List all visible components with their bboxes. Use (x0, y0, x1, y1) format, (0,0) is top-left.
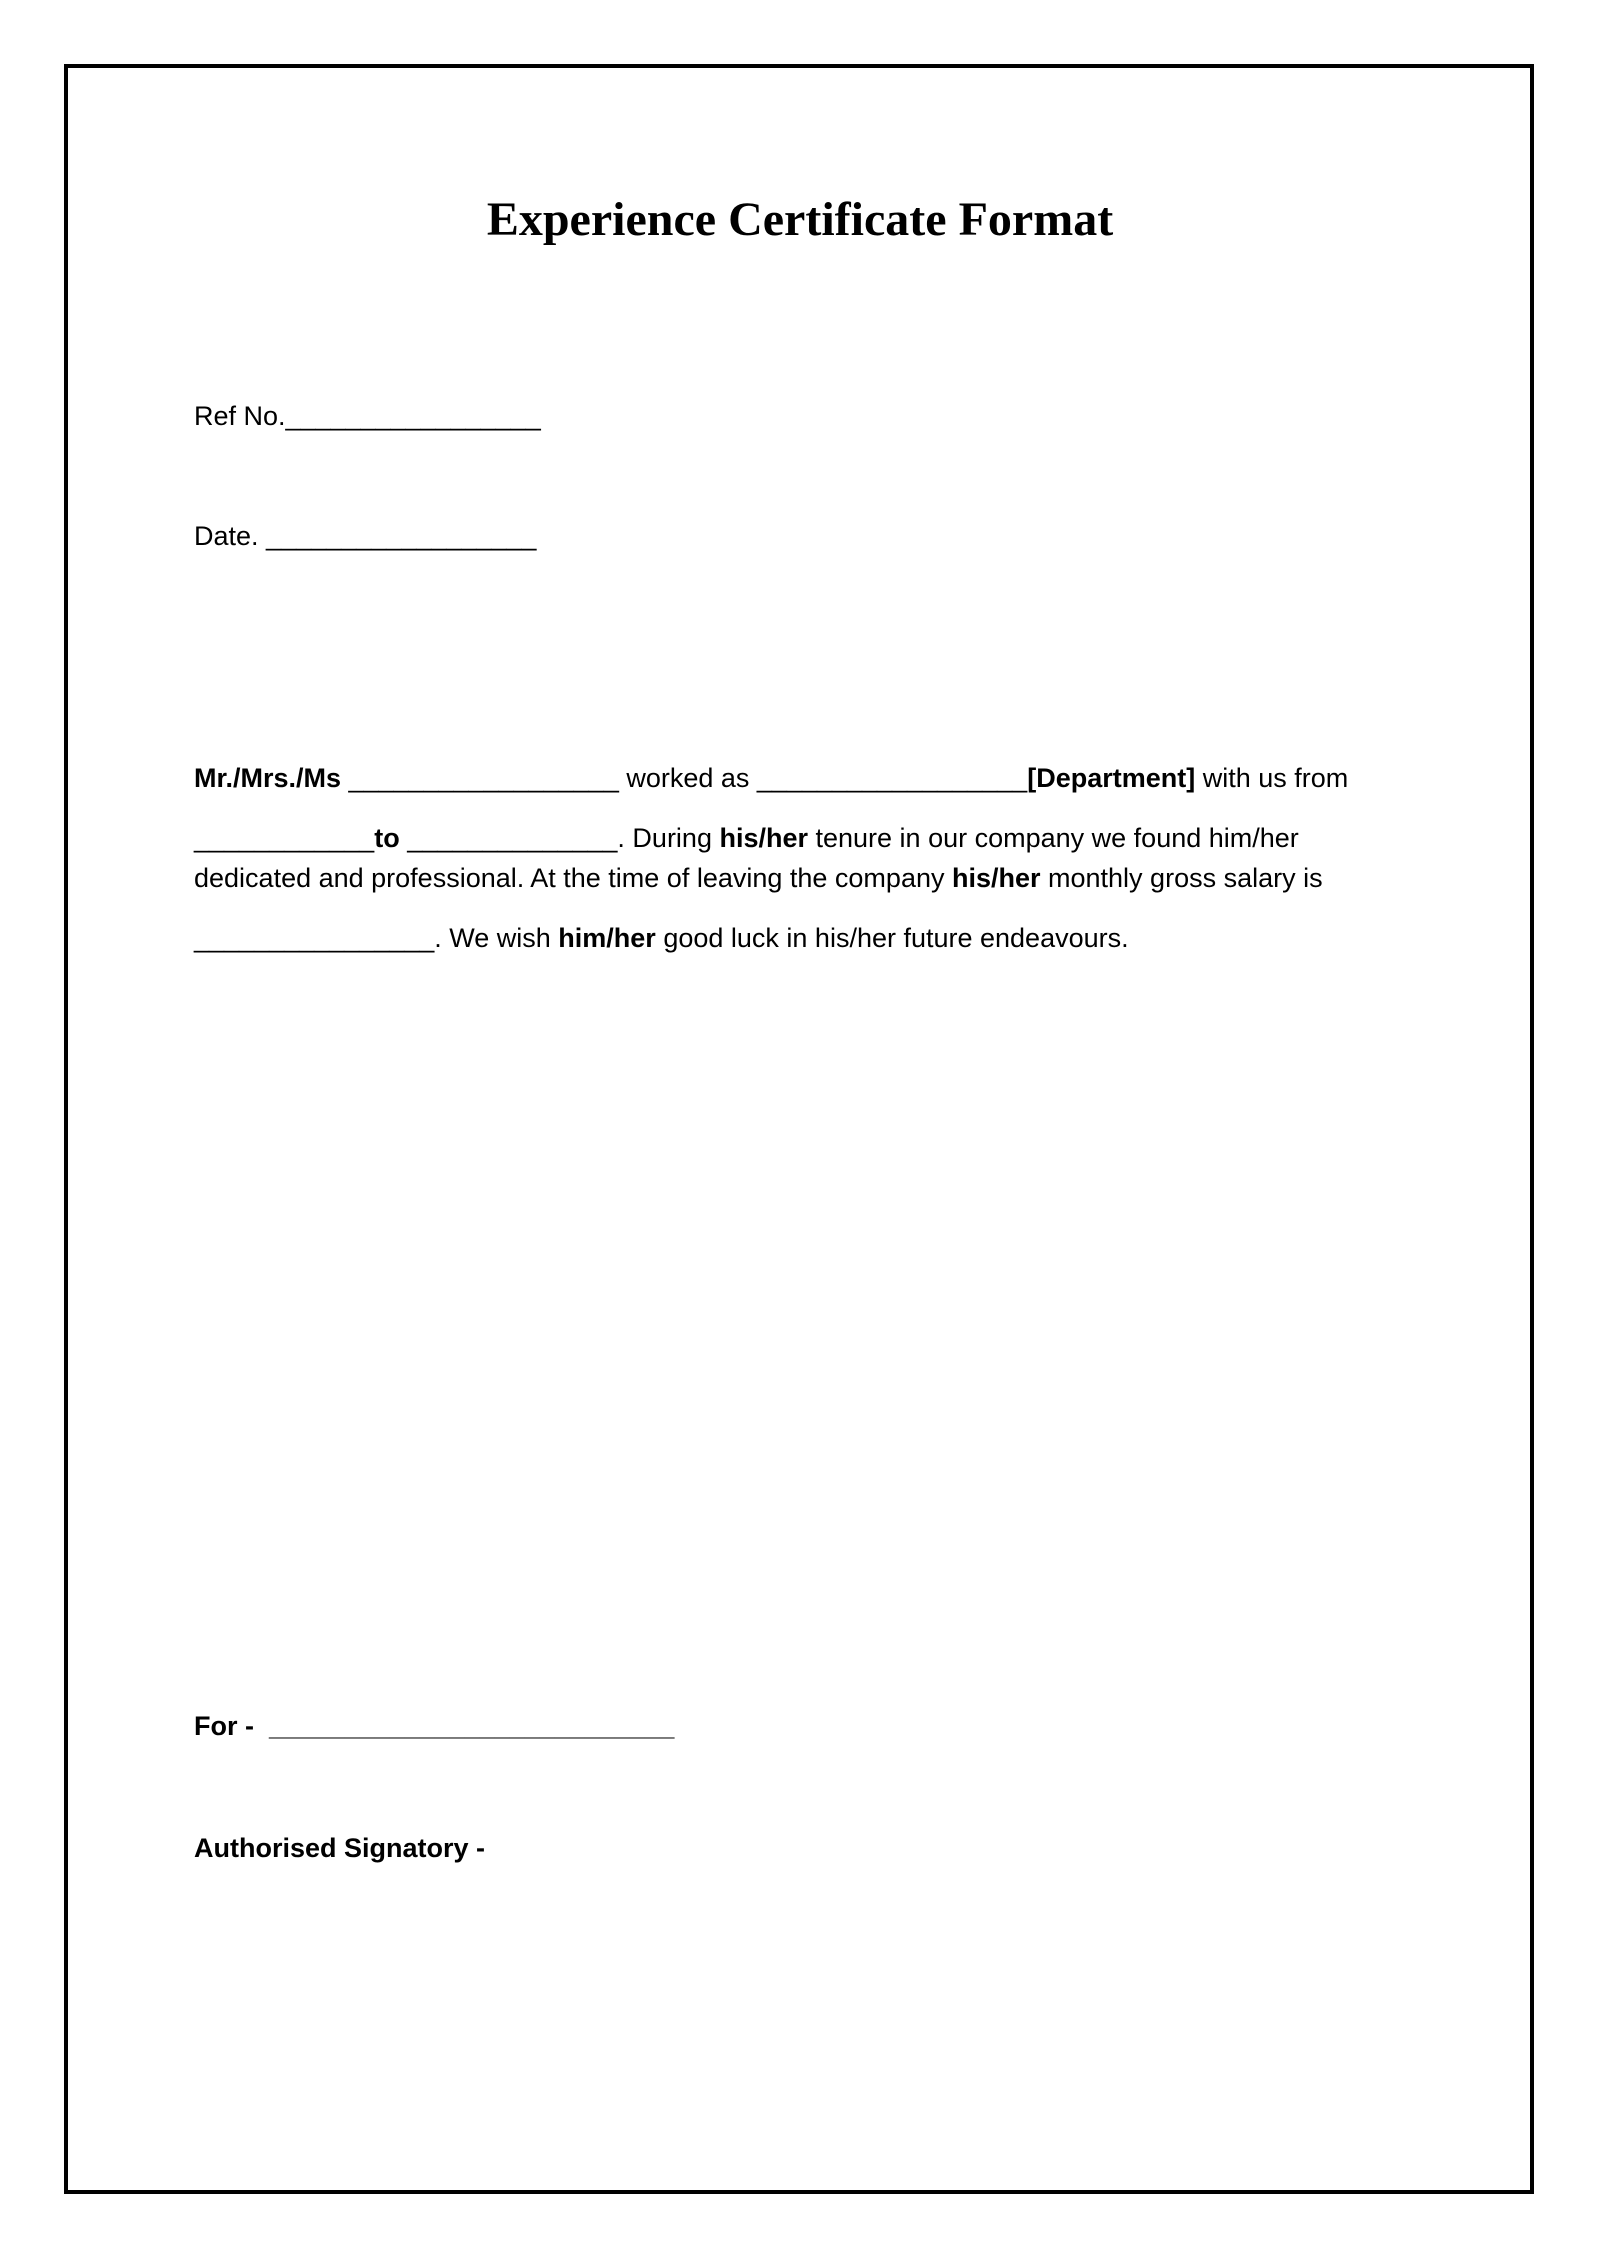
page-border (64, 64, 1534, 2194)
authorised-signatory-label: Authorised Signatory - (194, 1833, 486, 1863)
company-blank: ___________________________ (269, 1711, 675, 1741)
body-text: tenure in our company we found him/her (808, 823, 1299, 853)
body-line-4 (194, 920, 1129, 956)
to-word: to (374, 823, 400, 853)
body-text: dedicated and professional. At the time of leaving the company (194, 863, 952, 893)
body-text: with us from (1195, 763, 1349, 793)
pronoun-him-her: him/her (558, 923, 656, 953)
body-text: worked as (626, 763, 757, 793)
date-blank: __________________ (266, 521, 537, 551)
body-line-3 (194, 860, 1323, 896)
for-company-field (194, 1708, 674, 1744)
ref-number-field (194, 398, 541, 434)
date-field (194, 518, 536, 554)
ref-blank: _________________ (285, 401, 541, 431)
designation-blank: __________________ (756, 763, 1028, 793)
department-placeholder: [Department] (1027, 763, 1196, 793)
from-date-blank: ____________ (194, 823, 375, 853)
salary-blank: ________________ (194, 923, 435, 953)
to-date-blank: ______________ (399, 823, 618, 853)
date-label: Date. (194, 521, 267, 551)
body-line-2 (194, 820, 1299, 856)
body-line-1 (194, 760, 1348, 796)
ref-label: Ref No. (194, 401, 286, 431)
page-title: Experience Certificate Format (486, 193, 1114, 246)
pronoun-his-her: his/her (719, 823, 808, 853)
name-blank: __________________ (341, 763, 627, 793)
body-text: monthly gross salary is (1040, 863, 1323, 893)
pronoun-his-her: his/her (951, 863, 1041, 893)
body-text: . During (617, 823, 720, 853)
salutation: Mr./Mrs./Ms (194, 763, 342, 793)
for-label: For - (194, 1711, 269, 1741)
body-text: good luck in his/her future endeavours. (655, 923, 1129, 953)
body-text: . We wish (434, 923, 559, 953)
